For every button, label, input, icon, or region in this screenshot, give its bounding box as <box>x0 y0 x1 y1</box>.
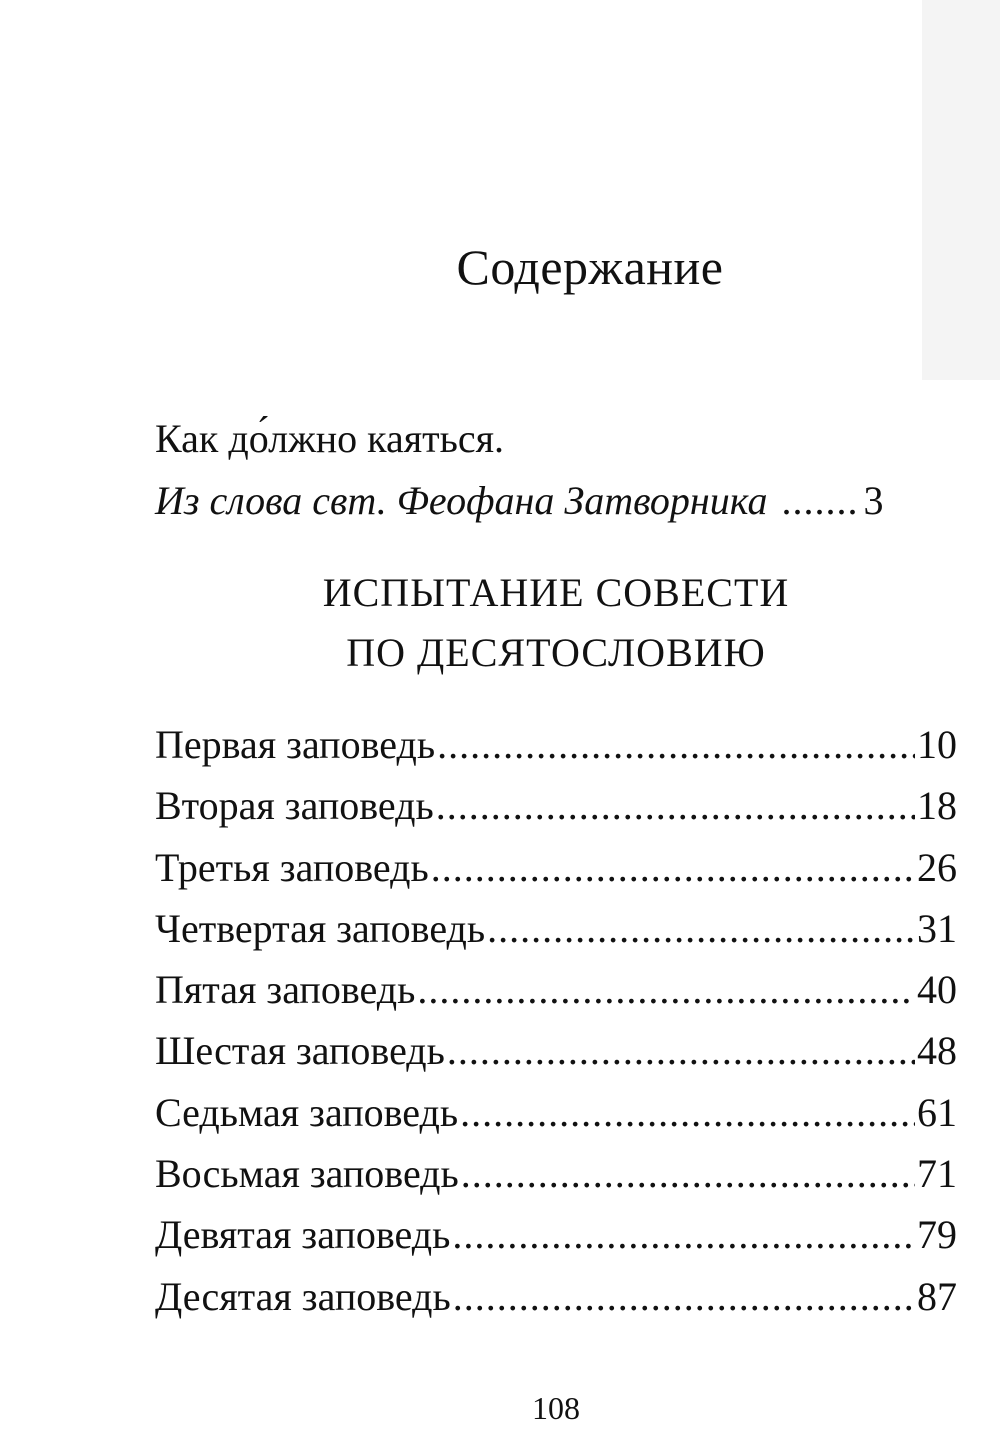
toc-entry-page: 10 <box>917 722 957 767</box>
toc-entry-page: 48 <box>917 1028 957 1074</box>
toc-entry-page: 18 <box>917 783 957 829</box>
dot-leader <box>461 1143 915 1204</box>
section-heading <box>0 563 1000 683</box>
section-heading-line1: ИСПЫТАНИЕ СОВЕСТИ <box>322 570 790 615</box>
toc-entry-label: Четвертая заповедь <box>155 905 486 951</box>
toc-entry <box>155 1020 957 1081</box>
toc-entry-label: Пятая заповедь <box>155 967 416 1013</box>
toc-entry-label: Шестая заповедь <box>155 1028 445 1074</box>
dot-leader <box>487 898 915 959</box>
dot-leader <box>447 1020 915 1081</box>
page-title: Содержание <box>456 239 724 295</box>
toc-entry-label: Третья заповедь <box>155 844 429 890</box>
toc-entry <box>155 1266 957 1327</box>
intro-subtitle-row <box>155 470 955 532</box>
intro-entry <box>155 408 955 532</box>
toc-entry-label: Девятая заповедь <box>155 1212 451 1258</box>
toc-entry <box>155 1204 957 1265</box>
dot-leader <box>460 1082 915 1143</box>
toc-entry <box>155 775 957 836</box>
toc-list <box>155 714 957 1327</box>
toc-entry-label: Восьмая заповедь <box>155 1151 459 1197</box>
dot-leader <box>431 837 915 898</box>
toc-entry <box>155 898 957 959</box>
toc-entry-label: Седьмая заповедь <box>155 1089 459 1135</box>
toc-entry-page: 26 <box>917 844 957 890</box>
toc-entry <box>155 714 957 775</box>
page-number: 108 <box>532 1390 580 1426</box>
toc-entry-label: Первая заповедь <box>155 722 436 767</box>
toc-entry-page: 79 <box>917 1212 957 1258</box>
toc-entry-page: 87 <box>917 1273 957 1319</box>
dot-leader <box>417 959 915 1020</box>
toc-entry <box>155 1143 957 1204</box>
toc-entry-label: Вторая заповедь <box>155 783 434 829</box>
dot-leader <box>436 775 915 836</box>
dot-leader <box>453 1266 915 1327</box>
intro-title: Как до́лжно каяться. <box>155 416 505 461</box>
dot-leader <box>781 470 861 532</box>
toc-entry-page: 71 <box>917 1151 957 1197</box>
dot-leader <box>437 714 915 775</box>
intro-page: 3 <box>863 478 884 523</box>
intro-subtitle: Из слова свт. Феофана Затворника <box>155 478 768 523</box>
toc-entry <box>155 959 957 1020</box>
dot-leader <box>452 1204 915 1265</box>
toc-entry-label: Десятая заповедь <box>155 1273 451 1319</box>
toc-entry <box>155 1082 957 1143</box>
toc-entry-page: 31 <box>917 905 957 951</box>
toc-entry-page: 61 <box>917 1089 957 1135</box>
section-heading-line2: ПО ДЕСЯТОСЛОВИЮ <box>346 630 766 675</box>
toc-entry <box>155 837 957 898</box>
toc-entry-page: 40 <box>917 967 957 1013</box>
page-edge-shadow <box>922 0 1000 380</box>
